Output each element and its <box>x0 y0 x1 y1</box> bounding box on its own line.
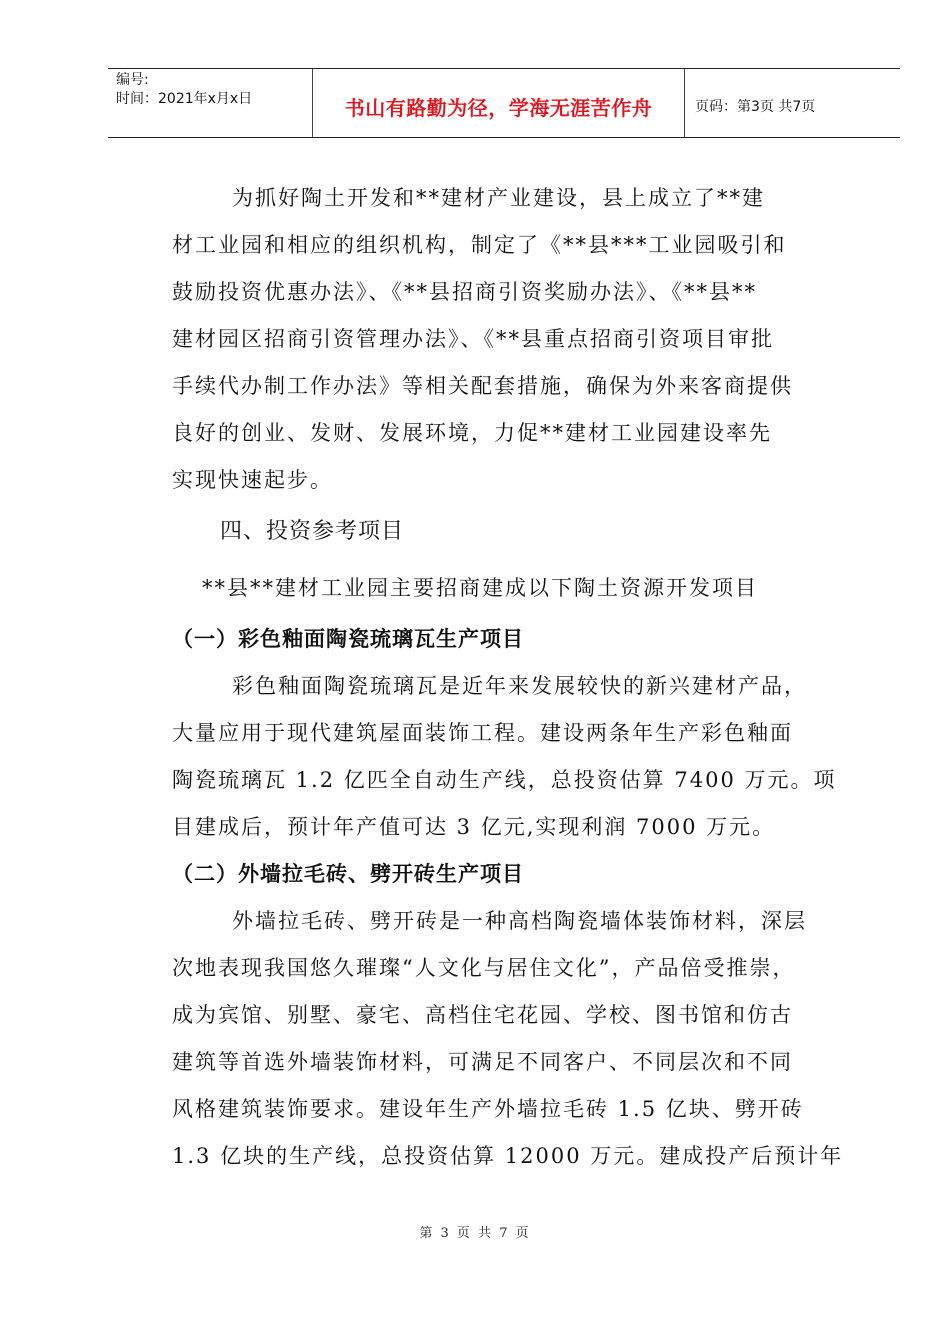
document-body <box>172 175 862 1180</box>
body-line: 手续代办制工作办法》等相关配套措施，确保为外来客商提供 <box>172 374 793 398</box>
body-line: 鼓励投资优惠办法》、《**县招商引资奖励办法》、《**县** <box>172 280 757 304</box>
body-line: 建筑等首选外墙装饰材料，可满足不同客户、不同层次和不同 <box>172 1050 793 1074</box>
header-page-info: 页码：第3页 共7页 <box>695 99 816 115</box>
body-line: 实现快速起步。 <box>172 468 333 492</box>
document-number-label: 编号: <box>116 72 149 88</box>
body-line: 材工业园和相应的组织机构，制定了《**县***工业园吸引和 <box>172 233 787 257</box>
header-motto: 书山有路勤为径，学海无涯苦作舟 <box>313 69 685 137</box>
section-heading: 四、投资参考项目 <box>220 519 405 544</box>
page-header <box>108 68 900 138</box>
section-heading: （二）外墙拉毛砖、劈开砖生产项目 <box>172 862 524 886</box>
page-footer: 第 3 页 共 7 页 <box>419 1226 531 1241</box>
section-heading: （一）彩色釉面陶瓷琉璃瓦生产项目 <box>172 627 524 651</box>
body-line: 次地表现我国悠久璀璨“人文化与居住文化”，产品倍受推崇， <box>172 956 796 980</box>
body-line: 目建成后，预计年产值可达 3 亿元,实现利润 7000 万元。 <box>172 815 776 839</box>
body-line: **县**建材工业园主要招商建成以下陶土资源开发项目 <box>202 576 758 600</box>
body-line: 1.3 亿块的生产线，总投资估算 12000 万元。建成投产后预计年 <box>172 1144 844 1168</box>
body-line: 建材园区招商引资管理办法》、《**县重点招商引资项目审批 <box>172 327 774 351</box>
body-line: 良好的创业、发财、发展环境，力促**建材工业园建设率先 <box>172 421 772 445</box>
body-line: 彩色釉面陶瓷琉璃瓦是近年来发展较快的新兴建材产品， <box>232 674 807 698</box>
document-date-label: 时间：2021年x月x日 <box>116 91 253 107</box>
body-line: 外墙拉毛砖、劈开砖是一种高档陶瓷墙体装饰材料，深层 <box>232 909 807 933</box>
header-meta <box>108 69 313 137</box>
body-line: 陶瓷琉璃瓦 1.2 亿匹全自动生产线，总投资估算 7400 万元。项 <box>172 768 837 792</box>
body-line: 大量应用于现代建筑屋面装饰工程。建设两条年生产彩色釉面 <box>172 721 793 745</box>
body-line: 风格建筑装饰要求。建设年生产外墙拉毛砖 1.5 亿块、劈开砖 <box>172 1097 804 1121</box>
body-line: 为抓好陶土开发和**建材产业建设，县上成立了**建 <box>232 186 765 210</box>
body-line: 成为宾馆、别墅、豪宅、高档住宅花园、学校、图书馆和仿古 <box>172 1003 793 1027</box>
